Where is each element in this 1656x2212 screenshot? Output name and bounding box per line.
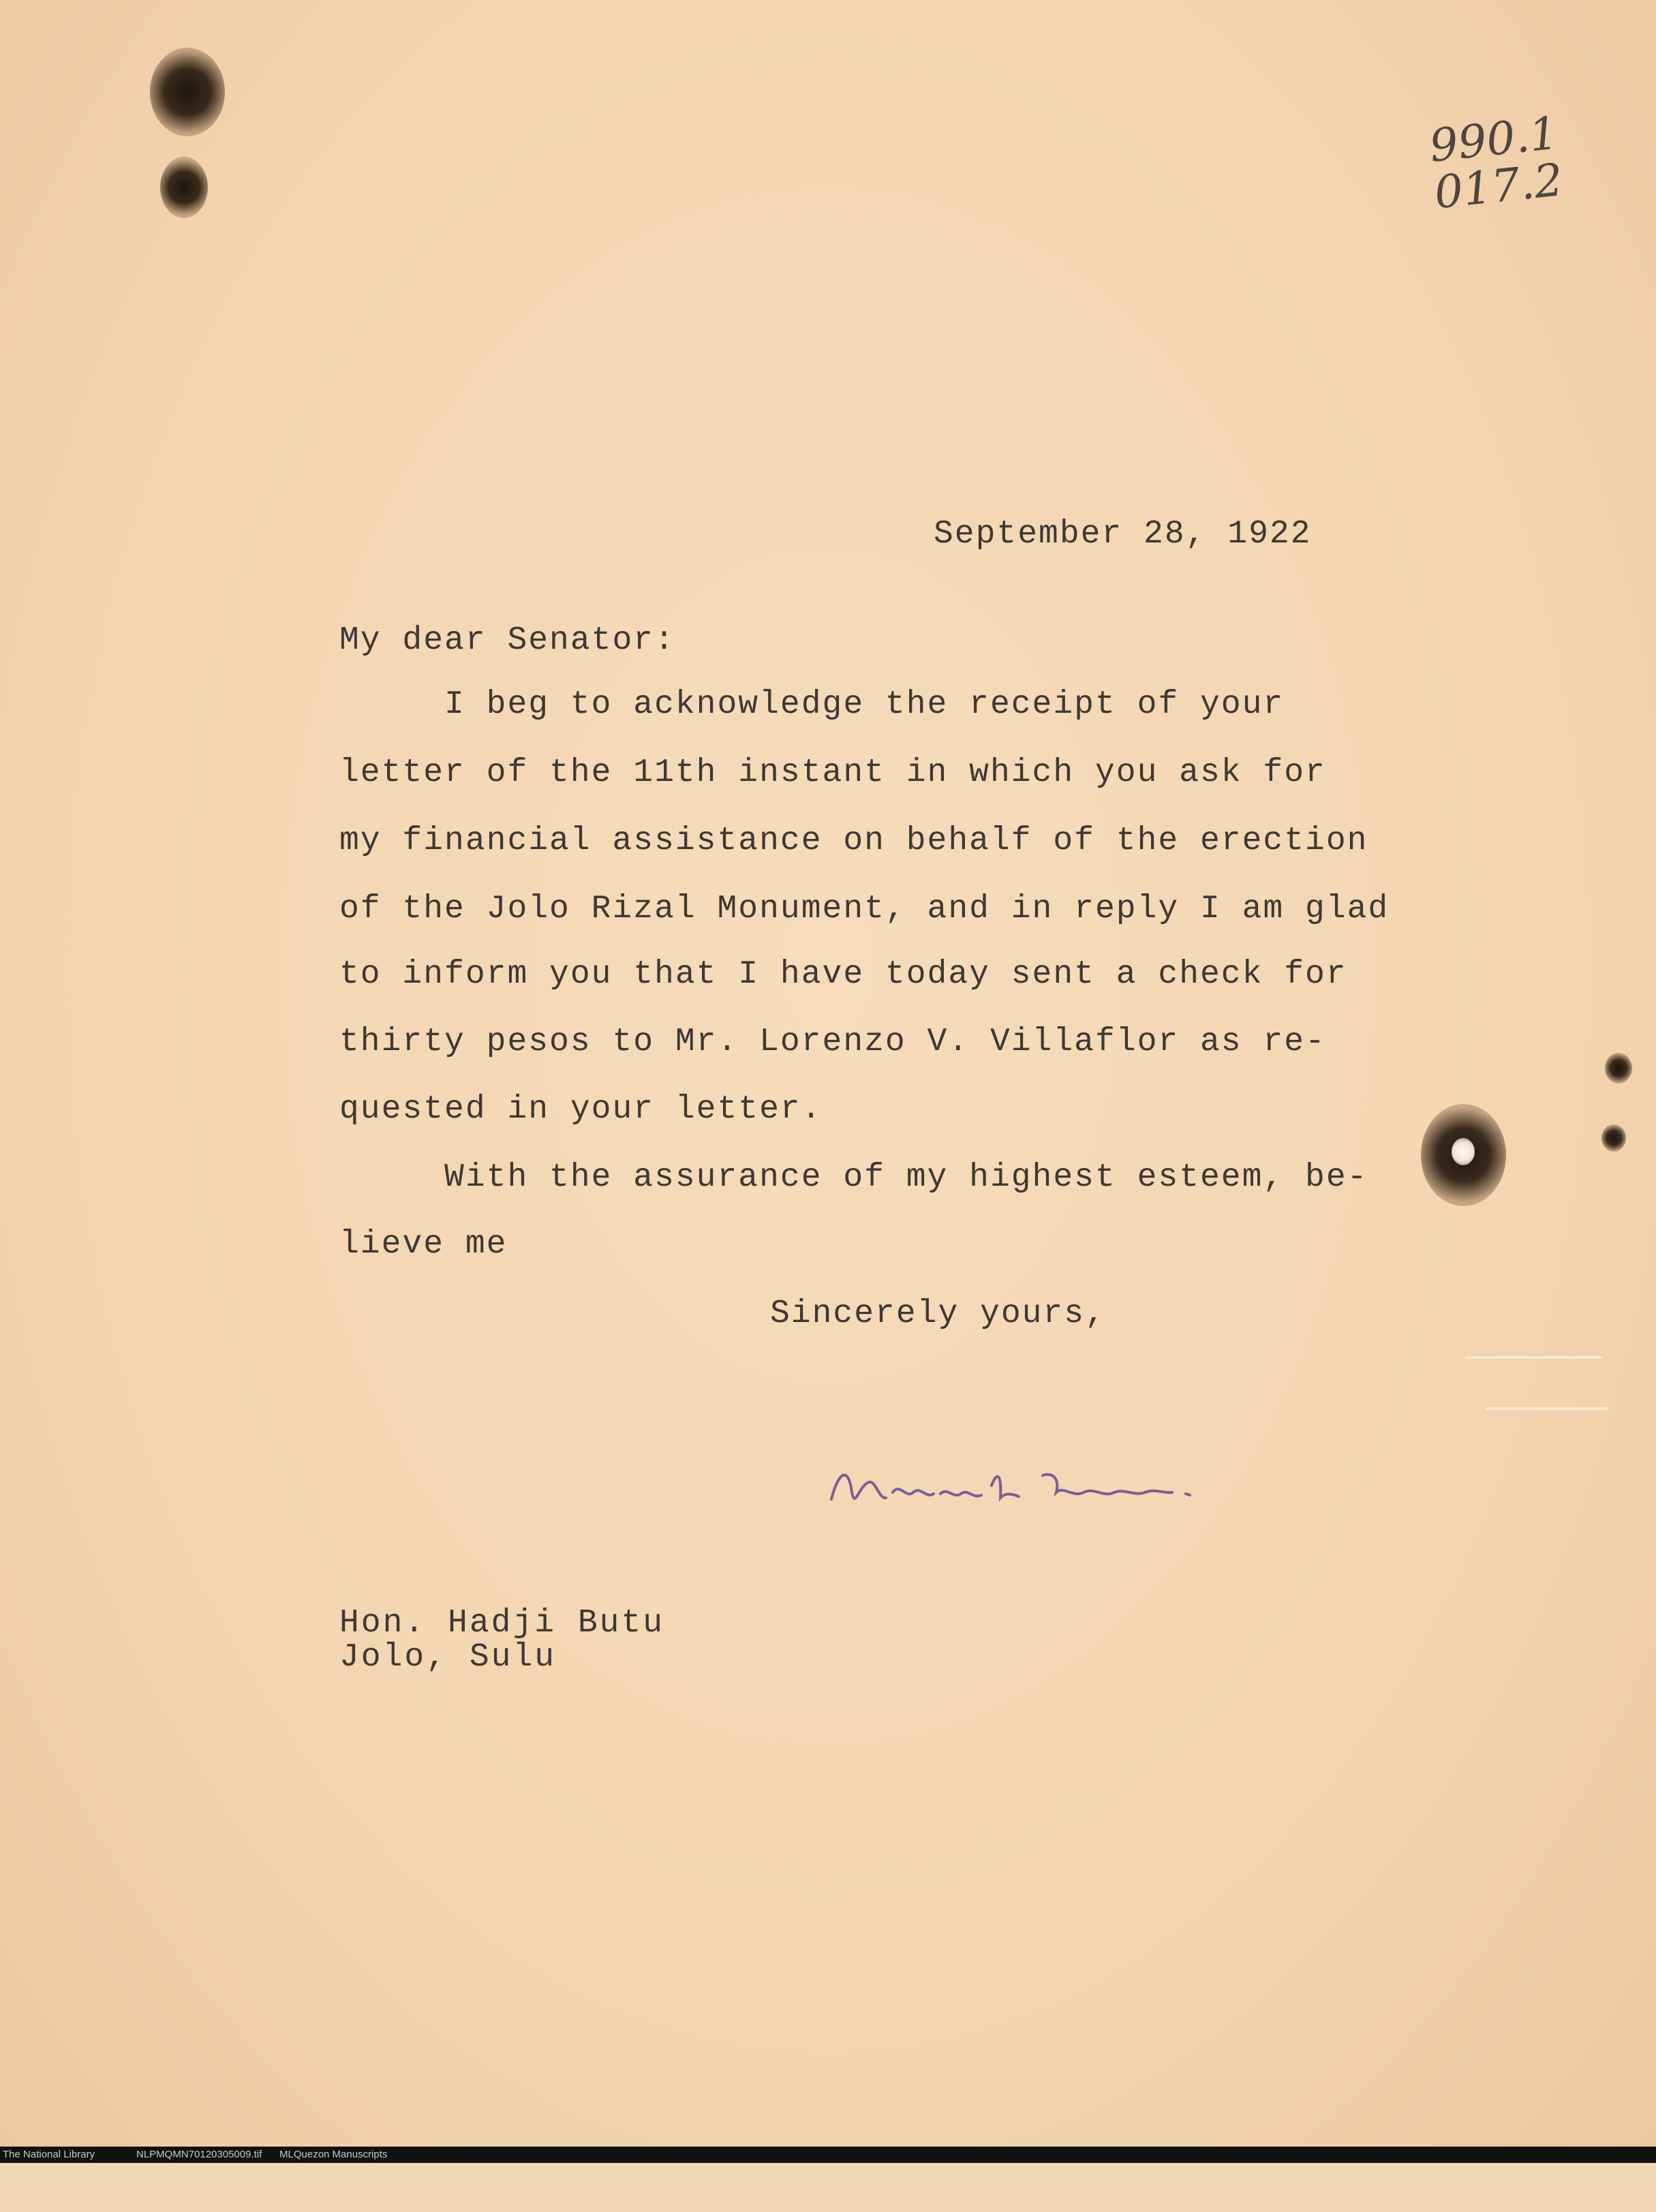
recipient-place: Jolo, Sulu <box>339 1639 557 1676</box>
footer-file: NLPMQMN70120305009.tif <box>136 2149 262 2160</box>
footer-institution: The National Library <box>3 2149 95 2160</box>
body-line: of the Jolo Rizal Monument, and in reply I am glad <box>339 891 1390 927</box>
recipient-name: Hon. Hadji Butu <box>339 1605 665 1642</box>
footer-collection: MLQuezon Manuscripts <box>279 2149 388 2160</box>
punch-mark-right-2 <box>1601 1124 1626 1152</box>
burn-mark-top-left-lower <box>160 157 208 218</box>
signature-image <box>818 1445 1227 1526</box>
burn-hole-right <box>1452 1138 1475 1165</box>
body-line: my financial assistance on behalf of the erection <box>339 823 1368 859</box>
paper-crease-1 <box>1465 1356 1601 1359</box>
handwritten-file-number <box>1426 106 1566 219</box>
file-number-line-2: 017.2 <box>1432 153 1566 219</box>
body-line: letter of the 11th instant in which you ask for <box>339 754 1326 791</box>
letter-salutation: My dear Senator: <box>339 622 675 659</box>
paper-crease-2 <box>1486 1407 1608 1410</box>
letter-closing: Sincerely yours, <box>770 1295 1106 1332</box>
body-line: quested in your letter. <box>339 1091 823 1128</box>
burn-mark-top-left <box>150 48 225 136</box>
punch-mark-right-1 <box>1605 1053 1632 1084</box>
file-number-line-1: 990.1 <box>1426 106 1561 172</box>
letter-date: September 28, 1922 <box>934 516 1312 553</box>
body-line: With the assurance of my highest esteem, be- <box>339 1159 1368 1196</box>
archive-footer <box>0 2147 1656 2163</box>
body-line: thirty pesos to Mr. Lorenzo V. Villaflor as re- <box>339 1024 1326 1060</box>
body-line: I beg to acknowledge the receipt of your <box>339 686 1285 723</box>
body-line: lieve me <box>339 1226 508 1263</box>
body-line: to inform you that I have today sent a check for <box>339 956 1347 993</box>
